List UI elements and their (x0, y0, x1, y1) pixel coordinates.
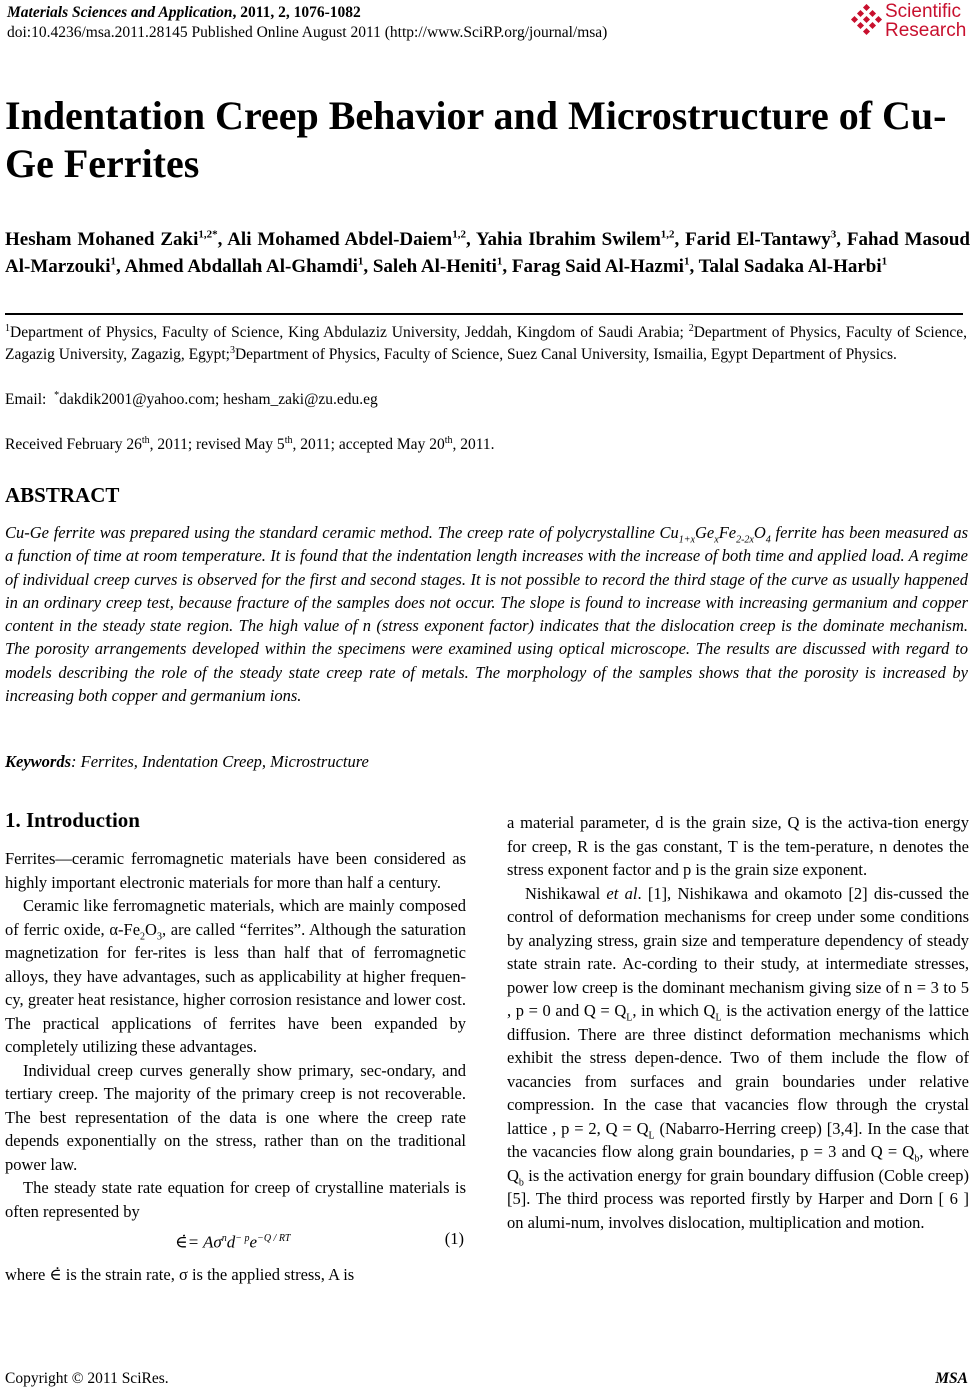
right-column (507, 811, 969, 1234)
journal-header (7, 3, 361, 23)
abstract-heading: ABSTRACT (5, 483, 120, 507)
author-affiliation-sup: 1 (881, 255, 888, 268)
author-name: Saleh Al-Heniti (372, 256, 497, 277)
eq-d: d (226, 1232, 236, 1252)
author-affiliation-sup: 1 (683, 255, 690, 268)
affiliation-3: Department of Physics, Faculty of Science, Suez Canal University, Ismailia, Egypt Department of Physics. (234, 345, 897, 363)
intro-p2-sub-1: 2 (140, 930, 146, 942)
right-p2-sub-1: L (626, 1012, 633, 1024)
author-separator: , (116, 256, 125, 277)
logo-line-1: Scientific (885, 1, 962, 22)
footer-journal-abbr: MSA (935, 1370, 968, 1387)
right-p2-text-f: , where Q (507, 1142, 970, 1185)
eq-exp-n: n (221, 1233, 227, 1244)
email-sup: * (54, 389, 60, 401)
author-separator: , (363, 256, 373, 277)
equation-number: (1) (444, 1229, 464, 1248)
affiliations (5, 322, 967, 365)
abstract-sub-4: 4 (765, 534, 771, 546)
author-name: Fahad Masoud Al-Marzouki (5, 229, 970, 277)
author-name: Farid El-Tantawy (685, 229, 831, 250)
journal-info: , 2011, 2, 1076-1082 (232, 4, 361, 21)
intro-paragraph-1: Ferrites—ceramic ferromagnetic materials have been considered as highly important electronic materials for more than half a century. (5, 849, 466, 892)
right-p2-text-g: is the activation energy for grain boundary diffusion (Coble creep) [5]. The third process was reported firstly by Harper and Dorn [ 6 ] on alumi-num, involves dislocation, multiplication and motion. (507, 1165, 969, 1232)
received-text-1: Received February 26 (5, 436, 142, 453)
intro-p2-text-b: O (145, 919, 157, 939)
author-affiliation-sup: 1,2 (660, 228, 675, 241)
affiliation-2: Department of Physics, Faculty of Science, Zagazig University, Zagazig, Egypt; (5, 324, 967, 363)
equation-formula (175, 1227, 291, 1254)
intro-paragraph-5: where ∈̇ is the strain rate, σ is the applied stress, A is (5, 1265, 355, 1284)
keywords-line (5, 751, 369, 773)
author-name: Ali Mohamed Abdel-Daiem (227, 229, 453, 250)
email-label: Email: (5, 391, 47, 408)
section-heading-introduction: 1. Introduction (5, 808, 140, 832)
author-list (5, 226, 970, 280)
logo-text (885, 2, 966, 40)
footer-copyright: Copyright © 2011 SciRes. (5, 1370, 169, 1387)
abstract-text-5: ferrite has been measured as a function of time at room temperature. It is found that the indentation length increases with the increase of both time and applied load. A regime of individual creep curves is observed for the first and second stages. It is not possible to record the third stage of the curve as usually happened in an ordinary creep test, because fracture of the samples does not occur. The slope is found to increase with increasing germanium and copper content in the steady state region. The high value of n (stress exponent factor) indicates that the dislocation creep is the dominate mechanism. The porosity arrangements developed within the specimens were examined using optical microscope. The results are discussed with regard to models describing the role of the steady state creep rate of metals. The morphology of the samples shows that the porosity is increased by increasing both copper and germanium ions. (5, 523, 968, 706)
author-name: Hesham Mohaned Zaki (5, 229, 199, 250)
right-p2-etal: et al (606, 883, 638, 903)
abstract-sub-3: 2-2x (736, 534, 754, 546)
received-dates (5, 434, 495, 456)
received-text-2: , 2011; revised May 5 (149, 436, 285, 453)
right-p2-text-a: Nishikawal (525, 883, 607, 903)
author-name: Ahmed Abdallah Al-Ghamdi (124, 256, 358, 277)
journal-name: Materials Sciences and Application (7, 4, 233, 21)
author-name: Farag Said Al-Hazmi (511, 256, 684, 277)
eq-exp-q: −Q / RT (257, 1233, 291, 1244)
author-affiliation-sup: 1,2* (198, 228, 218, 241)
right-p2-sub-2: L (715, 1012, 722, 1024)
author-affiliation-sup: 1 (496, 255, 503, 268)
author-affiliation-sup: 1,2 (452, 228, 466, 241)
received-sup-2: th (284, 434, 293, 446)
email-address[interactable]: dakdik2001@yahoo.com; hesham_zaki@zu.edu.eg (59, 391, 378, 408)
intro-p2-text-a: Ceramic like ferromagnetic materials, which are mainly composed of ferric oxide, α-Fe (5, 896, 466, 939)
affiliation-1: Department of Physics, Faculty of Science, King Abdulaziz University, Jeddah, Kingdom of Saudi Arabia; (10, 324, 689, 341)
intro-paragraph-4: The steady state rate equation for creep of crystalline materials is often represented by (5, 1178, 466, 1221)
abstract-text-1: Cu-Ge ferrite was prepared using the standard ceramic method. The creep rate of polycrystalline Cu (5, 523, 679, 542)
abstract-text-2: Ge (694, 523, 715, 542)
doi-line: doi:10.4236/msa.2011.28145 Published Online August 2011 (http://www.SciRP.org/journal/msa) (7, 24, 608, 41)
abstract-sub-1: 1+x (678, 534, 695, 546)
received-text-4: , 2011. (452, 436, 495, 453)
author-name: Yahia Ibrahim Swilem (475, 229, 661, 250)
author-affiliation-sup: 1 (357, 255, 364, 268)
email-line (5, 389, 378, 411)
right-p2-sub-5: b (518, 1176, 524, 1188)
right-p2-text-c: , in which Q (632, 1001, 716, 1020)
intro-paragraph-2 (5, 894, 466, 1059)
received-text-3: , 2011; accepted May 20 (292, 436, 445, 453)
author-affiliation-sup: 3 (830, 228, 837, 241)
eq-e: e (249, 1232, 258, 1252)
received-sup-1: th (141, 434, 150, 446)
right-paragraph-1: a material parameter, d is the grain size, Q is the activa-tion energy for creep, R is the gas constant, T is the tem-perature, n denotes the stress exponent factor and p is the grain size exponent. (507, 813, 969, 879)
eq-exp-p: − p (235, 1233, 250, 1244)
author-separator: , (217, 229, 228, 250)
paper-title: Indentation Creep Behavior and Microstructure of Cu-Ge Ferrites (5, 93, 947, 186)
intro-p2-text-c: , are called “ferrites”. Although the saturation magnetization for fer-rites is less than half that of ferromagnetic alloys, they have advantages, such as applicability at higher frequen-cy, greater heat resistance, higher corrosion resistance and lower cost. The practical applications of ferrites have been expanded by completely utilizing these advantages. (5, 919, 466, 1056)
right-p2-sub-3: L (648, 1129, 655, 1141)
abstract-body (5, 521, 968, 707)
abstract-text-4: O (753, 523, 766, 542)
author-separator: , (502, 256, 512, 277)
author-affiliation-sup: 1 (110, 255, 117, 268)
abstract-sub-2: x (714, 534, 719, 546)
publisher-logo (849, 0, 969, 46)
author-separator: , (836, 229, 847, 250)
affil-3-sup: 3 (229, 344, 235, 356)
author-separator: , (689, 256, 699, 277)
right-p2-text-d: is the activation energy of the lattice diffusion. There are three distinct deformation mechanisms which exhibit the stress depen-dence. Two of them include the flow of vacancies from surfaces and grain boundaries under relative compression. In the case that vacancies flow through the crystal lattice , p = 2, Q = Q (507, 1001, 969, 1138)
right-p2-text-b: . [1], Nishikawa and okamoto [2] dis-cussed the control of deformation mechanisms for creep under some conditions by analyzing stress, grain size and temperature dependency of steady state strain rate. Ac-cording to their study, at intermediate stresses, power low creep is the dominant mechanism giving size of n = 3 to 5 , p = 0 and Q = Q (507, 883, 970, 1020)
header-rule (5, 313, 963, 315)
right-paragraph-2 (507, 882, 969, 1235)
scientific-research-logo-icon (849, 4, 883, 38)
author-name: Talal Sadaka Al-Harbi (698, 256, 882, 277)
keywords-label: Keywords (5, 752, 71, 771)
affil-2-sup: 2 (688, 322, 694, 334)
author-separator: , (674, 229, 686, 250)
received-sup-3: th (444, 434, 453, 446)
equation-1 (5, 1223, 466, 1263)
logo-line-2: Research (885, 20, 967, 41)
intro-p2-sub-2: 3 (156, 930, 162, 942)
affil-1-sup: 1 (5, 322, 10, 334)
author-separator: , (465, 229, 476, 250)
keywords-value: : Ferrites, Indentation Creep, Microstructure (71, 752, 369, 771)
intro-paragraph-3: Individual creep curves generally show primary, sec-ondary, and tertiary creep. The majority of the primary creep is not recoverable. The best representation of the data is one where the creep rate depends exponentially on the stress, rather than on the traditional power law. (5, 1060, 466, 1174)
abstract-text-3: Fe (718, 523, 737, 542)
left-column (5, 847, 466, 1287)
eq-lhs: ∈̇= Aσ (175, 1232, 222, 1252)
right-p2-text-e: (Nabarro-Herring creep) [3,4]. In the case that the vacancies flow along grain boundaries, p = 3 and Q = Q (507, 1118, 970, 1161)
right-p2-sub-4: b (914, 1153, 920, 1165)
